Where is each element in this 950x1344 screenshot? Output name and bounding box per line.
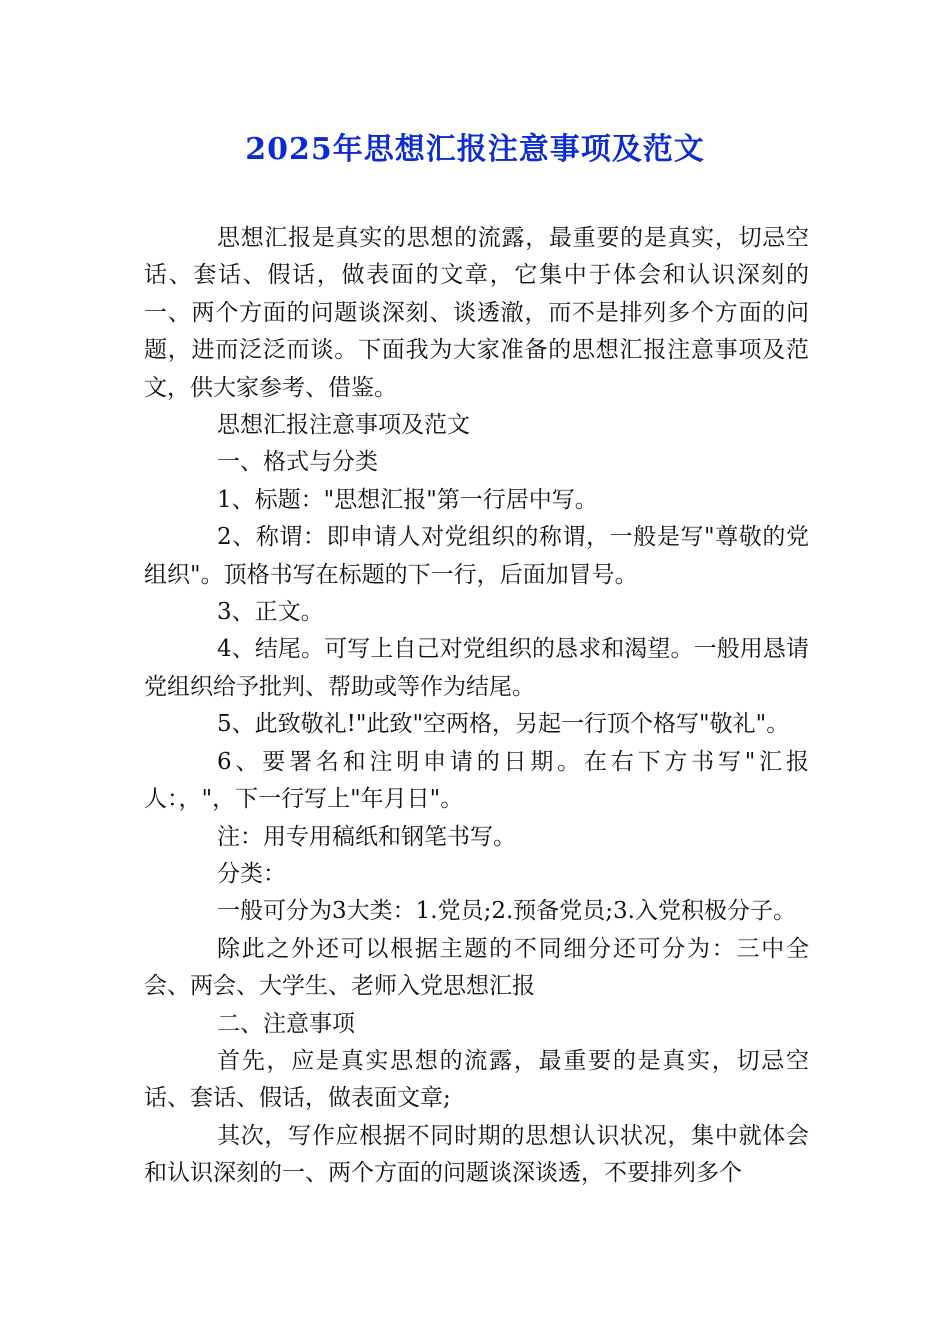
- paragraph: 注：用专用稿纸和钢笔书写。: [217, 823, 516, 850]
- list-item: 3、正文。: [217, 599, 324, 626]
- section-heading: 一、格式与分类: [217, 449, 378, 476]
- paragraph: 一般可分为3大类：1.党员;2.预备党员;3.入党积极分子。: [217, 898, 796, 925]
- section-heading: 二、注意事项: [217, 1010, 355, 1037]
- list-item: 4、结尾。可写上自己对党组织的恳求和渴望。一般用恳请党组织给予批判、帮助或等作为结尾。: [144, 636, 809, 700]
- paragraph: 除此之外还可以根据主题的不同细分还可分为：三中全会、两会、大学生、老师入党思想汇报: [144, 935, 809, 1000]
- paragraph: 首先，应是真实思想的流露，最重要的是真实，切忌空话、套话、假话，做表面文章;: [144, 1047, 809, 1112]
- list-item: 1、标题："思想汇报"第一行居中写。: [217, 486, 598, 513]
- list-item: 5、此致敬礼!"此致"空两格，另起一行顶个格写"敬礼"。: [217, 711, 790, 738]
- document-title: 2025年思想汇报注意事项及范文: [245, 132, 705, 167]
- paragraph: 思想汇报是真实的思想的流露，最重要的是真实，切忌空话、套话、假话，做表面的文章，它集中于体会和认识深刻的一、两个方面的问题谈深刻、谈透澈，而不是排列多个方面的问题，进而泛泛而谈。下面我为大家准备的思想汇报注意事项及范文，供大家参考、借鉴。: [144, 225, 809, 401]
- list-item: 6、要署名和注明申请的日期。在右下方书写"汇报人：，"，下一行写上"年月日"。: [144, 748, 809, 813]
- paragraph: 分类：: [217, 860, 286, 887]
- list-item: 2、称谓：即申请人对党组织的称谓，一般是写"尊敬的党组织"。顶格书写在标题的下一行，后面加冒号。: [144, 524, 809, 588]
- paragraph: 思想汇报注意事项及范文: [217, 412, 470, 439]
- paragraph: 其次，写作应根据不同时期的思想认识状况，集中就体会和认识深刻的一、两个方面的问题谈深谈透，不要排列多个: [144, 1122, 809, 1187]
- document-body: [144, 220, 809, 1193]
